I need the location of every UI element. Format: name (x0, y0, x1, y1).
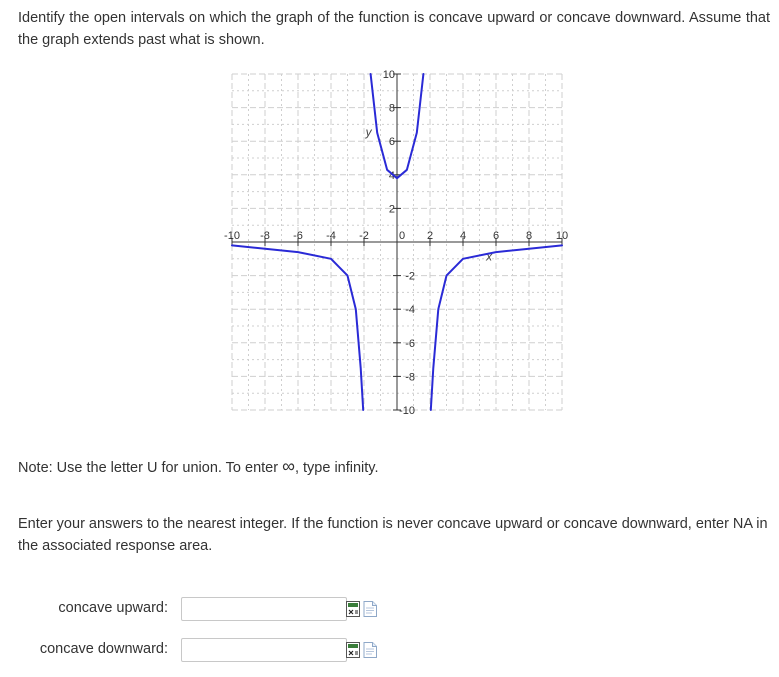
y-tick-label: 4 (388, 169, 395, 182)
equation-editor-icon[interactable] (346, 601, 360, 617)
x-tick-label: 6 (492, 230, 500, 242)
infinity-symbol: ∞ (282, 456, 295, 476)
y-tick-label: -2 (405, 270, 415, 283)
help-document-icon[interactable] (363, 601, 377, 617)
y-tick-label: 10 (382, 69, 395, 81)
x-axis-label: x (486, 249, 493, 264)
x-tick-label: 2 (426, 230, 434, 242)
y-tick-label: -8 (405, 371, 415, 384)
note-text (18, 455, 379, 479)
note-prefix: Note: Use the letter U for union. To enter (18, 460, 283, 476)
x-tick-label: 4 (459, 230, 467, 242)
y-axis-label: y (365, 125, 372, 140)
help-document-icon[interactable] (363, 642, 377, 658)
concave-downward-input[interactable] (181, 638, 347, 662)
x-tick-label: -8 (260, 230, 270, 242)
y-tick-label: -10 (399, 405, 415, 417)
answer-row-concave-upward (18, 597, 168, 623)
x-tick-label: -4 (326, 230, 336, 242)
x-tick-label: 0 (399, 230, 406, 242)
x-tick-label: 10 (555, 230, 569, 242)
tick-labels (224, 69, 568, 417)
y-tick-label: 8 (388, 102, 395, 115)
function-graph (220, 62, 576, 418)
concave-upward-label: concave upward: (58, 600, 168, 616)
concave-downward-label: concave downward: (39, 641, 168, 657)
question-text: Identify the open intervals on which the graph of the function is concave upward or concave downward. Assume that the graph extends past what is shown. (18, 10, 770, 48)
y-tick-label: 6 (388, 136, 395, 149)
x-tick-label: -6 (293, 230, 303, 242)
y-tick-label: -4 (405, 304, 415, 317)
concave-upward-input[interactable] (181, 597, 347, 621)
y-tick-label: -6 (405, 337, 415, 350)
answer-row-concave-downward (18, 638, 168, 664)
x-tick-label: -10 (224, 230, 240, 242)
y-tick-label: 2 (388, 203, 395, 216)
equation-editor-icon[interactable] (346, 642, 360, 658)
note-suffix: , type infinity. (294, 460, 379, 476)
instructions-text: Enter your answers to the nearest integer. If the function is never concave upward or concave downward, enter NA in the associated response area. (18, 516, 768, 554)
x-tick-label: 8 (525, 230, 533, 242)
x-tick-label: -2 (359, 230, 369, 242)
